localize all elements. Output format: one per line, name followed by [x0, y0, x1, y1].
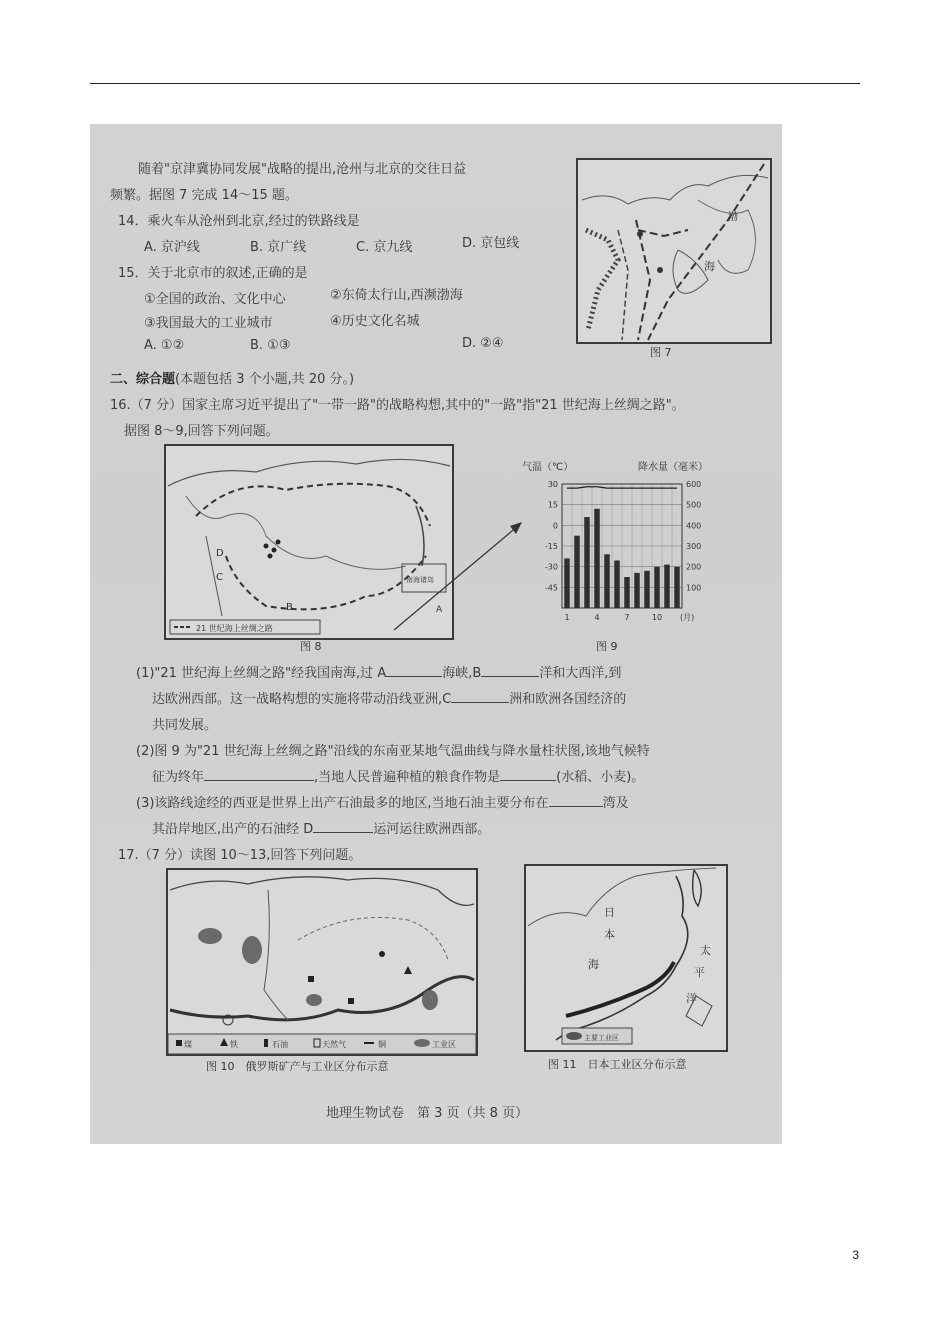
- exam-footer: 地理生物试卷 第 3 页（共 8 页）: [326, 1106, 529, 1121]
- figure-9-precip-bar: [594, 509, 600, 608]
- figure-9-precip-bar: [604, 554, 610, 608]
- header-rule: [90, 83, 860, 84]
- figure-11-sea1-char3: 海: [588, 958, 599, 971]
- q16-part2-text-d: (水稻、小麦)。: [556, 770, 645, 785]
- page-number: 3: [852, 1248, 859, 1262]
- figure-9-x-tick-label: 1: [564, 613, 570, 622]
- figure-9-right-axis-title: 降水量（毫米）: [638, 462, 708, 473]
- figure-11-svg: [526, 866, 726, 1050]
- q16-stem-line1: 16.（7 分）国家主席习近平提出了"一带一路"的战略构想,其中的"一路"指"21 世纪海上丝绸之路"。: [110, 398, 685, 413]
- q15-item-4: ④历史文化名城: [330, 314, 420, 329]
- figure-9-precip-bar: [614, 560, 620, 608]
- q16-part3-line1: [136, 792, 629, 811]
- figure-11-sea2-char2: 平: [694, 966, 705, 979]
- q16-blank-a-strait[interactable]: [386, 664, 442, 677]
- q17-stem: 17.（7 分）读图 10～13,回答下列问题。: [118, 848, 362, 863]
- figure-8-label-b: B: [286, 602, 293, 613]
- figure-9-x-unit-label: (月): [680, 613, 695, 622]
- q15-option-d: D. ②④: [462, 336, 504, 351]
- figure-10-legend-gas: 天然气: [322, 1040, 346, 1049]
- figure-9-left-tick-label: 15: [547, 500, 558, 510]
- figure-9-chart: [520, 458, 720, 648]
- figure-11-sea1-char1: 日: [604, 906, 615, 919]
- q14-stem: 14．乘火车从沧州到北京,经过的铁路线是: [118, 214, 360, 229]
- figure-8-label-a: A: [436, 605, 443, 615]
- figure-9-right-tick-label: 500: [686, 500, 702, 510]
- section-2-heading: [110, 368, 354, 387]
- q16-part2-line1: (2)图 9 为"21 世纪海上丝绸之路"沿线的东南亚某地气温曲线与降水量柱状图,该地气候特: [136, 744, 650, 759]
- q16-part1-text-b: 海峡,B: [442, 666, 482, 681]
- q15-item-3: ③我国最大的工业城市: [144, 316, 273, 331]
- q16-part1-line3: 共同发展。: [152, 718, 218, 733]
- q16-blank-crop[interactable]: [500, 768, 556, 781]
- figure-9-left-tick-label: 30: [547, 480, 558, 489]
- q16-blank-climate[interactable]: [204, 768, 314, 781]
- q15-option-a: A. ①②: [144, 338, 185, 353]
- q15-option-b: B. ①③: [250, 338, 291, 353]
- figure-7-label-bo: 渤: [728, 212, 738, 223]
- figure-11-sea1-char2: 本: [604, 928, 615, 941]
- figure-9-precip-bar: [574, 536, 580, 608]
- q14-option-c: C. 京九线: [356, 240, 413, 255]
- figure-8-legend: 21 世纪海上丝绸之路: [196, 624, 273, 633]
- figure-9-svg: [520, 458, 720, 648]
- figure-9-left-axis-title: 气温（℃）: [522, 462, 574, 473]
- figure-9-right-tick-label: 600: [686, 480, 702, 489]
- q16-part3-text-a: (3)该路线途经的西亚是世界上出产石油最多的地区,当地石油主要分布在: [136, 796, 549, 811]
- figure-8-inset-label: 南海诸岛: [406, 576, 434, 584]
- figure-9-x-tick-label: 4: [594, 613, 600, 622]
- figure-10-legend-copper: 铜: [378, 1040, 386, 1049]
- q16-part3-line2: [152, 818, 490, 837]
- scanned-exam-photo: [90, 124, 782, 1144]
- figure-11-sea2-char1: 太: [700, 944, 711, 957]
- q16-part1-line1: [136, 662, 621, 681]
- intro-line2: 频繁。据图 7 完成 14～15 题。: [110, 188, 298, 203]
- figure-7-caption: 图 7: [650, 346, 672, 359]
- figure-9-right-tick-label: 200: [686, 562, 702, 572]
- figure-11-caption: 图 11 日本工业区分布示意: [548, 1058, 687, 1071]
- q16-part1-line2: [152, 688, 626, 707]
- figure-9-x-tick-label: 7: [624, 613, 630, 622]
- figure-10-legend-iron: 铁: [230, 1040, 238, 1049]
- q14-option-a: A. 京沪线: [144, 240, 200, 255]
- q14-option-b: B. 京广线: [250, 240, 307, 255]
- section-2-note: (本题包括 3 个小题,共 20 分。): [175, 372, 355, 387]
- figure-8-caption: 图 8: [300, 640, 322, 653]
- figure-10-caption: 图 10 俄罗斯矿产与工业区分布示意: [206, 1060, 389, 1073]
- q16-part3-text-c: 其沿岸地区,出产的石油经 D: [152, 822, 314, 837]
- q16-part2-line2: [152, 766, 644, 785]
- figure-9-precip-bar: [634, 573, 640, 608]
- figure-10-legend-oil: 石油: [272, 1040, 288, 1049]
- intro-line1: 随着"京津冀协同发展"战略的提出,沧州与北京的交往日益: [138, 162, 467, 177]
- figure-9-left-tick-label: -30: [544, 562, 558, 572]
- figure-9-x-tick-label: 10: [651, 613, 663, 622]
- figure-9-left-tick-label: 0: [552, 521, 558, 531]
- figure-9-left-tick-label: -15: [544, 542, 558, 551]
- figure-11-map: [524, 864, 728, 1052]
- figure-7-svg: [578, 160, 770, 342]
- q14-option-d: D. 京包线: [462, 236, 520, 251]
- q16-part2-text-c: ,当地人民普遍种植的粮食作物是: [314, 770, 501, 785]
- figure-9-right-tick-label: 100: [686, 583, 702, 593]
- q16-blank-gulf[interactable]: [549, 794, 603, 807]
- figure-10-legend-coal: 煤: [184, 1040, 192, 1049]
- q16-blank-b-ocean[interactable]: [481, 664, 539, 677]
- q16-part1-text-c: 洋和大西洋,到: [539, 666, 622, 681]
- figure-9-right-tick-label: 400: [686, 521, 702, 531]
- figure-9-precip-bar: [654, 567, 660, 608]
- figure-9-precip-bar: [584, 517, 590, 608]
- q16-stem-line2: 据图 8～9,回答下列问题。: [124, 424, 279, 439]
- figure-9-right-tick-label: 300: [686, 542, 702, 551]
- q16-part2-text-b: 征为终年: [152, 770, 205, 785]
- q16-part1-text-d: 达欧洲西部。这一战略构想的实施将带动沿线亚洲,C: [152, 692, 452, 707]
- q15-item-1: ①全国的政治、文化中心: [144, 292, 286, 307]
- figure-10-legend-industry: 工业区: [432, 1040, 456, 1049]
- figure-9-precip-bar: [674, 567, 680, 608]
- figure-8-label-d: D: [216, 548, 224, 559]
- figure-11-legend: 主要工业区: [584, 1034, 619, 1042]
- q16-part1-text-a: (1)"21 世纪海上丝绸之路"经我国南海,过 A: [136, 666, 387, 681]
- figure-9-precip-bar: [664, 565, 670, 608]
- q16-blank-canal[interactable]: [313, 820, 373, 833]
- figure-10-svg: [168, 870, 476, 1054]
- figure-9-precip-bar: [644, 571, 650, 608]
- figure-7-label-sea: 海: [704, 260, 715, 273]
- section-2-title: 二、综合题: [110, 372, 176, 387]
- q15-item-2: ②东倚太行山,西濒渤海: [330, 288, 463, 303]
- figure-9-precip-bar: [624, 577, 630, 608]
- figure-11-sea2-char3: 洋: [686, 992, 697, 1005]
- q15-stem: 15．关于北京市的叙述,正确的是: [118, 266, 308, 281]
- q16-part3-text-b: 湾及: [602, 796, 629, 811]
- figure-7-map: [576, 158, 772, 344]
- figure-9-caption: 图 9: [596, 640, 618, 653]
- q16-part3-text-d: 运河运往欧洲西部。: [373, 822, 491, 837]
- q16-blank-c-continent[interactable]: [451, 690, 509, 703]
- figure-9-left-tick-label: -45: [544, 583, 558, 593]
- figure-8-arrow: [390, 514, 530, 634]
- figure-9-precip-bar: [564, 558, 570, 608]
- q16-part1-text-e: 洲和欧洲各国经济的: [509, 692, 627, 707]
- figure-8-label-c: C: [216, 572, 223, 583]
- figure-10-map: [166, 868, 478, 1056]
